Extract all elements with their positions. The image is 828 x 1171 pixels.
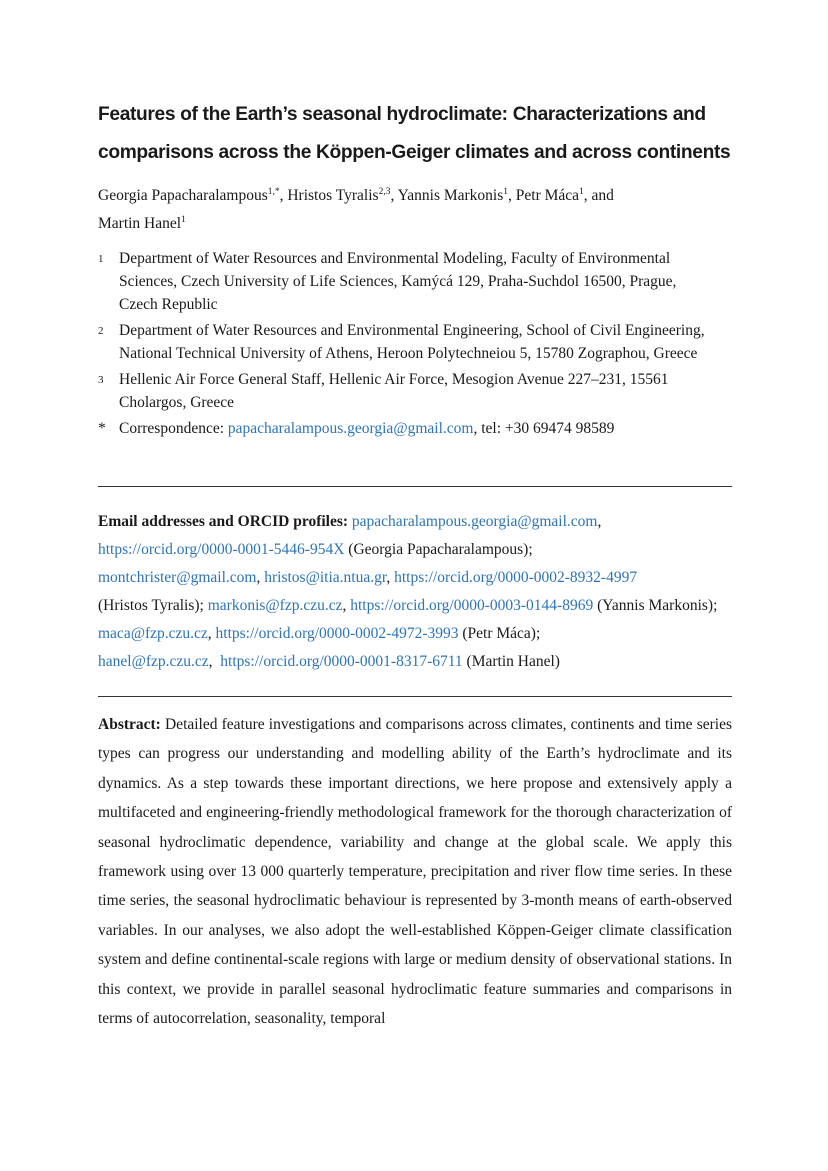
divider xyxy=(98,696,732,697)
email-link[interactable]: hristos@itia.ntua.gr xyxy=(264,569,387,586)
contact-name: (Yannis Markonis); xyxy=(593,597,718,614)
affiliation xyxy=(98,319,732,365)
affiliation-list xyxy=(98,247,732,443)
author: Petr Máca$^1$, and xyxy=(515,187,614,204)
contacts-block: Email addresses and ORCID profiles: papacharalampous.georgia@gmail.com, https://orcid.org/0000-0001-5446-954X (Georgia Papacharalampous); montchrister@gmail.com, hristos@itia.ntua.gr, https://orcid.org/0000-0002-8932-4997 (Hristos Tyralis); markonis@fzp.czu.cz, https://orcid.org/0000-0003-0144-8969 (Yannis Markonis); maca@fzp.czu.cz, https://orcid.org/0000-0002-4972-3993 (Petr Máca); hanel@fzp.czu.cz, https://orcid.org/0000-0001-8317-6711 (Martin Hanel) xyxy=(98,513,718,670)
affiliation xyxy=(98,247,732,316)
paper-title: Features of the Earth’s seasonal hydroclimate: Characterizations and comparisons across the Köppen-Geiger climates and across continents xyxy=(98,104,731,163)
affiliation-text: Department of Water Resources and Environmental Engineering, School of Civil Engineering, National Technical University of Athens, Heroon Polytechneiou 5, 15780 Zographou, Greece xyxy=(119,322,705,362)
abstract-label: Abstract: xyxy=(98,716,161,733)
email-link[interactable]: papacharalampous.georgia@gmail.com xyxy=(351,513,598,530)
correspondence-marker: * xyxy=(98,420,106,437)
author: Yannis Markonis$^1$, xyxy=(397,187,516,204)
email-link[interactable]: hanel@fzp.czu.cz xyxy=(98,653,209,670)
contact-name: (Petr Máca); xyxy=(458,625,541,642)
contacts-heading: Email addresses and ORCID profiles: xyxy=(98,513,349,530)
author: Georgia Papacharalampous$^{1,*}$, xyxy=(98,187,288,204)
orcid-link[interactable]: https://orcid.org/0000-0002-4972-3993 xyxy=(215,625,459,642)
author: Martin Hanel$^1$ xyxy=(98,215,186,232)
affiliation-text: Hellenic Air Force General Staff, Hellenic Air Force, Mesogion Avenue 227–231, 15561 Cholargos, Greece xyxy=(119,371,669,411)
orcid-link[interactable]: https://orcid.org/0000-0001-8317-6711 xyxy=(220,653,463,670)
contact-name: (Martin Hanel) xyxy=(462,653,560,670)
affiliation-marker: 3 xyxy=(98,374,104,386)
divider xyxy=(98,486,732,487)
author-list xyxy=(98,182,732,238)
email-link[interactable]: markonis@fzp.czu.cz xyxy=(207,597,343,614)
email-link[interactable]: maca@fzp.czu.cz xyxy=(98,625,208,642)
email-link[interactable]: montchrister@gmail.com xyxy=(98,569,257,586)
affiliation-marker: 2 xyxy=(98,325,104,337)
orcid-link[interactable]: https://orcid.org/0000-0001-5446-954X xyxy=(98,541,345,558)
abstract xyxy=(98,710,732,1033)
correspondence-tel: , tel: +30 69474 98589 xyxy=(473,420,615,437)
contact-name: (Hristos Tyralis); xyxy=(98,597,208,614)
correspondence-label: Correspondence: xyxy=(119,420,228,437)
affiliation xyxy=(98,368,732,414)
orcid-link[interactable]: https://orcid.org/0000-0003-0144-8969 xyxy=(350,597,594,614)
correspondence xyxy=(98,417,732,440)
author: Hristos Tyralis$^{2,3}$, xyxy=(287,187,398,204)
abstract-text: Detailed feature investigations and comparisons across climates, continents and time series types can progress our understanding and modelling ability of the Earth’s hydroclimate and its dynamics. As a step towards these important directions, we here propose and extensively apply a multifaceted and engineering-friendly methodological framework for the thorough characterization of seasonal hydroclimatic dependence, variability and change at the global scale. We apply this framework using over 13 000 quarterly temperature, precipitation and river flow time series. In these time series, the seasonal hydroclimatic behaviour is represented by 3-month means of earth-observed variables. In our analyses, we also adopt the well-established Köppen-Geiger climate classification system and define continental-scale regions with large or medium density of observational stations. In this context, we provide in parallel seasonal hydroclimatic feature summaries and comparisons in terms of autocorrelation, seasonality, temporal xyxy=(98,716,732,1028)
correspondence-email-link[interactable]: papacharalampous.georgia@gmail.com xyxy=(227,420,474,437)
affiliation-text: Department of Water Resources and Environmental Modeling, Faculty of Environmental Sciences, Czech University of Life Sciences, Kamýcá 129, Praha-Suchdol 16500, Prague, Czech Republic xyxy=(119,250,677,313)
affiliation-marker: 1 xyxy=(98,253,104,265)
contact-name: (Georgia Papacharalampous); xyxy=(344,541,533,558)
orcid-link[interactable]: https://orcid.org/0000-0002-8932-4997 xyxy=(394,569,638,586)
